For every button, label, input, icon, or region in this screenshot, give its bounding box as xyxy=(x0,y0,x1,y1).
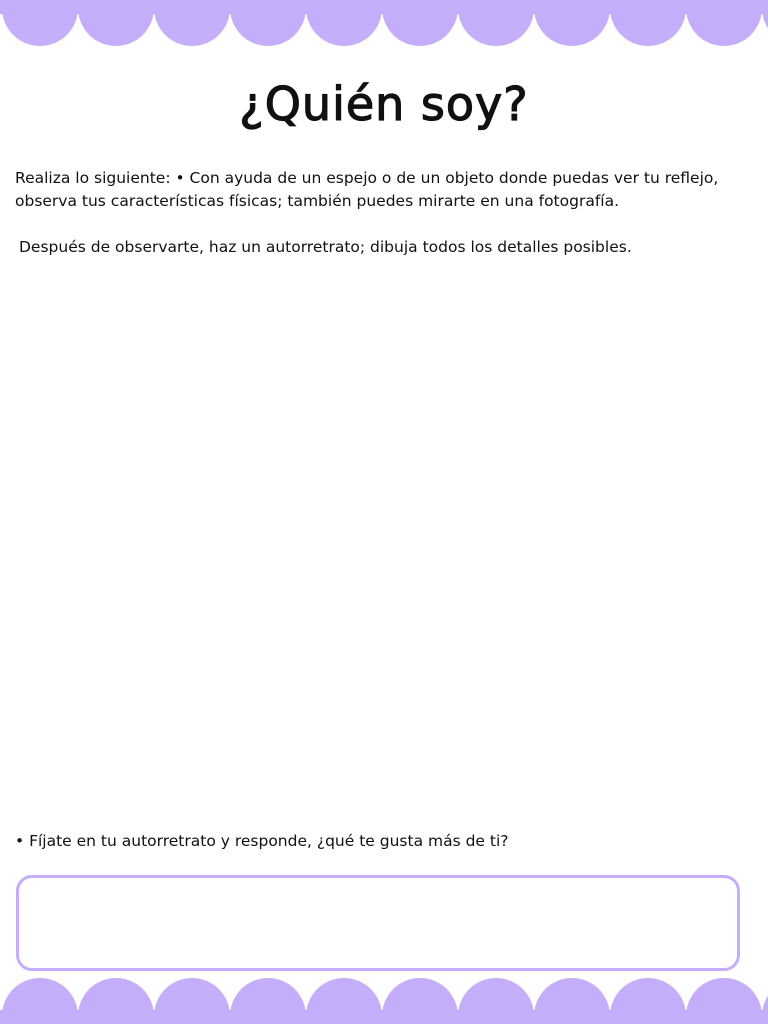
self-portrait-instruction: Después de observarte, haz un autorretrato; dibuja todos los detalles posibles. xyxy=(19,238,632,256)
bottom-scallop-border xyxy=(0,976,768,1024)
question-text: • Fíjate en tu autorretrato y responde, ¿qué te gusta más de ti? xyxy=(15,832,509,850)
self-portrait-drawing-area[interactable] xyxy=(15,270,753,810)
top-scallop-border xyxy=(0,0,768,48)
page-title: ¿Quién soy? xyxy=(239,77,529,131)
instructions-text: Realiza lo siguiente: • Con ayuda de un espejo o de un objeto donde puedas ver tu reflejo, observa tus características físicas; también puedes mirarte en una fotografía. xyxy=(15,169,719,210)
answer-box[interactable] xyxy=(16,875,740,971)
